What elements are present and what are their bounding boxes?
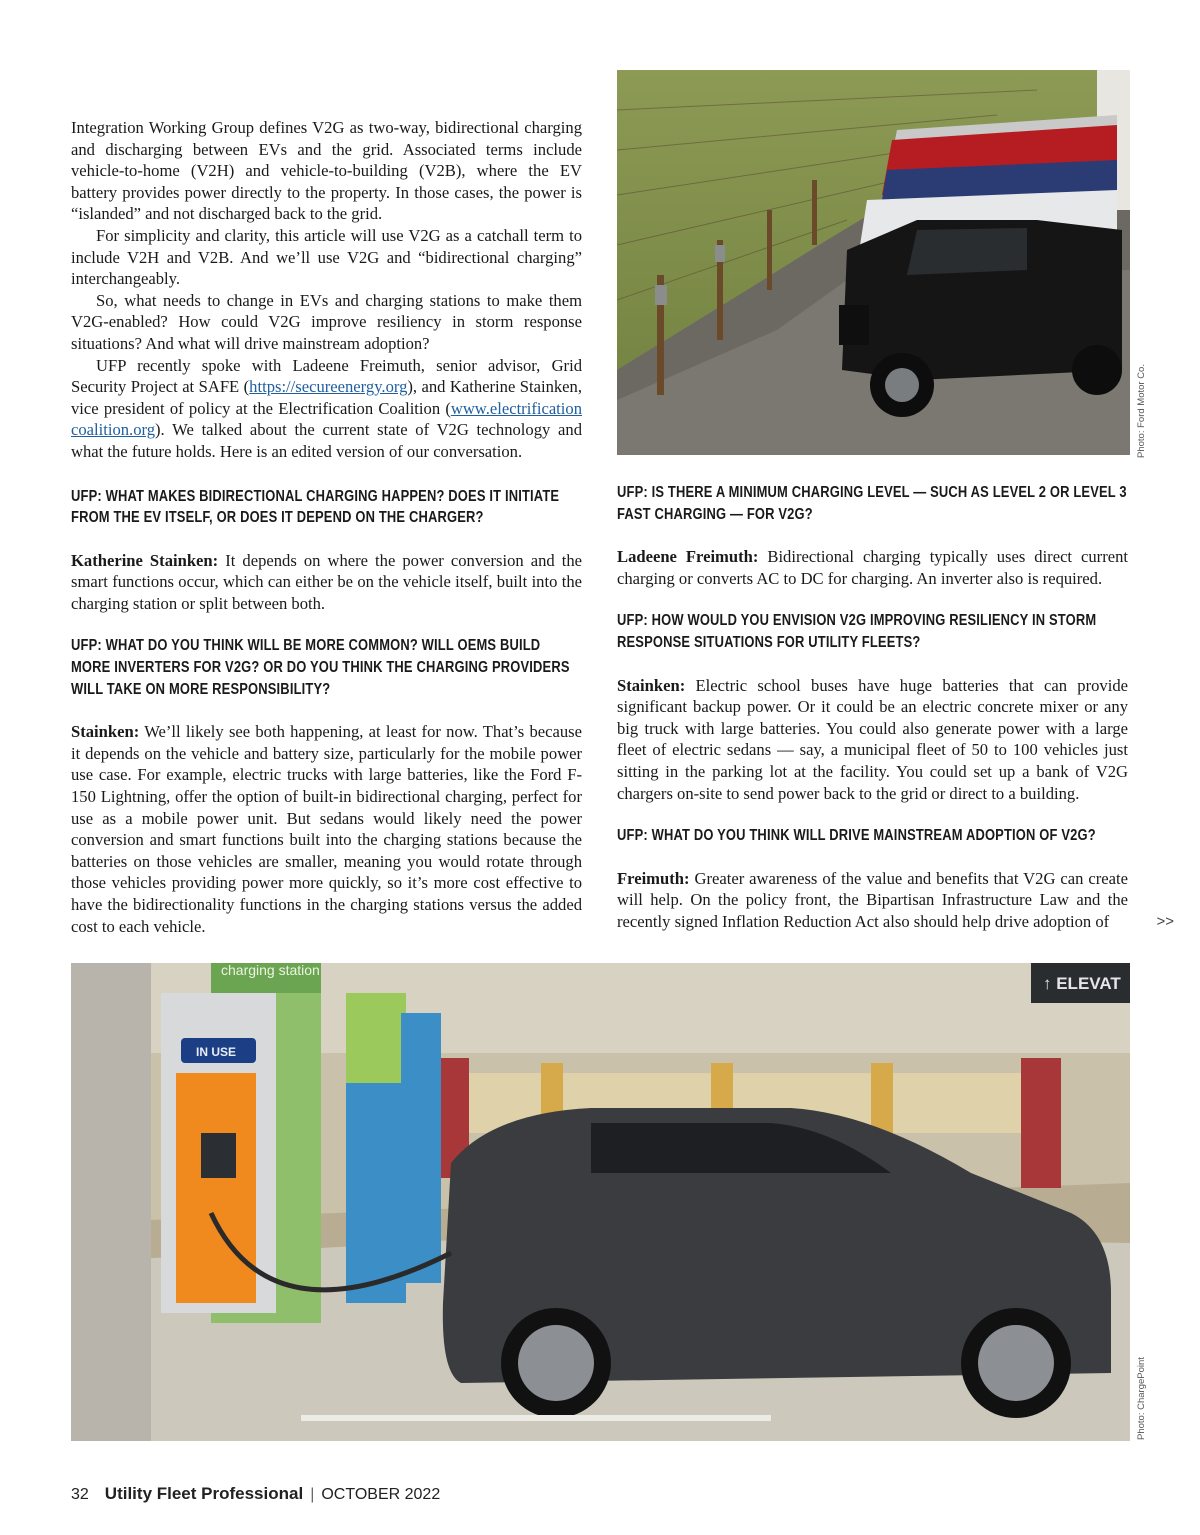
in-use-label: IN USE [196, 1045, 237, 1059]
answer-text: We’ll likely see both happening, at least for now. That’s because it depends on the vehicle and battery size, particularly for the mobile power use case. For example, electric trucks with large batteries, like the Ford F-150 Lightning, offer the option of built-in bidirectional charging, perfect for use as a mobile power unit. But sedans would likely need the power conversion and smart functions built into the charging stations because the batteries on those vehicles are smaller, meaning you would rotate through those vehicles providing power more quickly, so it’s more cost effective to have the bidirectionality functions in the charging stations versus the added cost to each vehicle. [71, 722, 582, 936]
question-heading: UFP: HOW WOULD YOU ENVISION V2G IMPROVING RESILIENCY IN STORM RESPONSE SITUATIONS FOR UTILITY FLEETS? [617, 612, 1097, 651]
secureenergy-link[interactable]: https://secureenergy.org [249, 377, 408, 397]
answer-text: Bidirectional charging typically uses direct current charging or converts AC to DC for charging. An inverter also is required. [617, 547, 1128, 588]
garage-charging-illustration [71, 963, 1130, 1441]
question-heading: UFP: IS THERE A MINIMUM CHARGING LEVEL — SUCH AS LEVEL 2 OR LEVEL 3 FAST CHARGING — FOR V2G? [617, 484, 1127, 523]
charging-station-sign: charging station [221, 963, 320, 978]
answer-text: It depends on where the power conversion and the smart functions occur, which can either be on the vehicle itself, built into the charging station or split between both. [71, 550, 583, 613]
question-heading: UFP: WHAT DO YOU THINK WILL BE MORE COMMON? WILL OEMS BUILD MORE INVERTERS FOR V2G? OR DO YOU THINK THE CHARGING PROVIDERS WILL TAKE ON MORE RESPONSIBILITY? [71, 637, 570, 698]
speaker-name: Katherine Stainken: [71, 550, 219, 570]
page-number: 32 [71, 1486, 89, 1503]
photo-credit: Photo: ChargePoint [1136, 1357, 1147, 1440]
ford-trucks-photo [617, 70, 1130, 455]
footer-separator: | [310, 1486, 315, 1503]
speaker-name: Stainken: [617, 675, 686, 695]
photo-credit: Photo: Ford Motor Co. [1136, 364, 1147, 458]
question-heading: UFP: WHAT MAKES BIDIRECTIONAL CHARGING HAPPEN? DOES IT INITIATE FROM THE EV ITSELF, OR DOES IT DEPEND ON THE CHARGER? [71, 487, 560, 527]
elevator-sign: ↑ ELEVAT [1043, 974, 1121, 993]
answer-paragraph [617, 546, 1128, 589]
answer-text: Electric school buses have huge batteries that can provide significant backup power. Or it could be an electric concrete mixer or any big truck with large batteries. You could also generate power with a large fleet of electric sedans — say, a municipal fleet of 50 to 100 vehicles just sitting in the parking lot at the facility. You could set up a bank of V2G chargers on-site to send power back to the grid or direct to a building. [617, 675, 1128, 803]
body-paragraph: Integration Working Group defines V2G as two-way, bidirectional charging and discharging between EVs and the grid. Associated terms include vehicle-to-home (V2H) and vehicle-to-building (V2B), where the EV battery provides power directly to the property. In those cases, the power is “islanded” and not discharged back to the grid. [71, 118, 582, 224]
body-paragraph-intro [71, 355, 582, 463]
answer-paragraph [617, 868, 1174, 933]
answer-paragraph [71, 550, 582, 615]
speaker-name: Ladeene Freimuth: [617, 547, 759, 567]
left-column [71, 117, 582, 937]
body-paragraph: For simplicity and clarity, this article will use V2G as a catchall term to include V2H and V2B. And we’ll use V2G and “bidirectional charging” interchangeably. [71, 225, 582, 289]
publication-name: Utility Fleet Professional [104, 1484, 304, 1503]
page-footer [71, 1484, 440, 1504]
body-paragraph: So, what needs to change in EVs and charging stations to make them V2G-enabled? How could V2G improve resiliency in storm response situations? And what will drive mainstream adoption? [71, 290, 582, 353]
text-span: ). We talked about the current state of V2G technology and what the future holds. Here is an edited version of our conversation. [71, 420, 582, 461]
speaker-name: Freimuth: [617, 868, 690, 888]
right-column [617, 482, 1174, 933]
speaker-name: Stainken: [71, 722, 140, 742]
answer-paragraph [71, 721, 582, 937]
question-heading: UFP: WHAT DO YOU THINK WILL DRIVE MAINSTREAM ADOPTION OF V2G? [617, 827, 1096, 845]
text-span: UFP recently spoke with Ladeene Freimuth, senior advisor, Grid Security Project at SAFE ( [71, 355, 582, 397]
text-span: ), and Katherine Stainken, vice president of policy at the Electrification Coalition ( [71, 377, 582, 418]
trucks-illustration [617, 70, 1130, 455]
electrification-coalition-link[interactable]: www.electrification coalition.org [71, 398, 582, 440]
answer-paragraph [617, 675, 1128, 805]
issue-date: OCTOBER 2022 [321, 1486, 441, 1503]
answer-text: Greater awareness of the value and benefits that V2G can create will help. On the policy front, the Bipartisan Infrastructure Law and the recently signed Inflation Reduction Act also should help drive adoption of [617, 868, 1128, 931]
continued-arrow-icon: >> [1156, 912, 1174, 930]
chargepoint-photo [71, 963, 1130, 1441]
